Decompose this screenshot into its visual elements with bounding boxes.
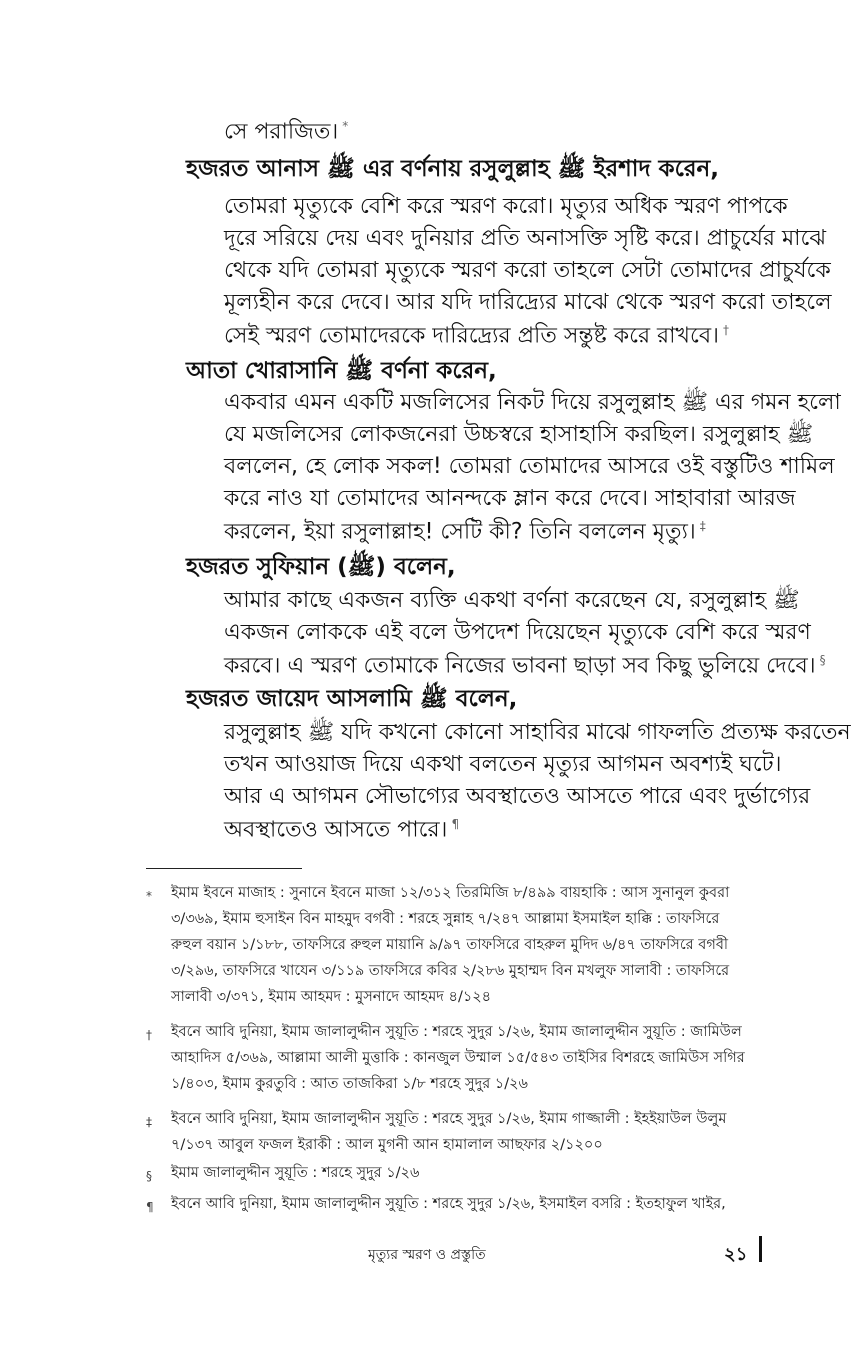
footnote-line: রুহুল বয়ান ১/১৮৮, তাফসিরে রুহুল মায়ানি ৯/৯৭ তাফসিরে বাহরুল মুদিদ ৬/৪৭ তাফসিরে বগবী	[171, 937, 729, 953]
footnote-line: আহাদিস ৫/৩৬৯, আল্লামা আলী মুত্তাকি : কানজুল উম্মাল ১৫/৫৪৩ তাইসির বিশরহে জামিউস সগির	[171, 1050, 745, 1066]
footnote-marker: ¶	[146, 1200, 154, 1214]
text-line-content: সে পরাজিত।	[224, 119, 339, 145]
footnote-line: ১/৪০৩, ইমাম কুরতুবি : আত তাজকিরা ১/৮ শরহে সুদুর ১/২৬	[171, 1076, 528, 1092]
page-number-bar	[759, 1236, 762, 1262]
footnote-line: ইবনে আবি দুনিয়া, ইমাম জালালুদ্দীন সুয়ূতি : শরহে সুদুর ১/২৬, ইমাম গাজ্জালী : ইহইয়াউল উলুম	[171, 1111, 727, 1127]
text-line-content: সেই স্মরণ তোমাদেরকে দারিদ্র্যের প্রতি সন্তুষ্ট করে রাখবে।	[224, 323, 719, 349]
narration-heading: হজরত আনাস ﷺ এর বর্ণনায় রসুলুল্লাহ ﷺ ইরশাদ করেন,	[186, 156, 719, 182]
narration-heading: হজরত জায়েদ আসলামি ﷺ বলেন,	[186, 686, 518, 712]
text-line: একজন লোককে এই বলে উপদেশ দিয়েছেন মৃত্যুকে বেশি করে স্মরণ	[224, 620, 811, 645]
text-line	[224, 520, 706, 543]
text-line: আর এ আগমন সৌভাগ্যের অবস্থাতেও আসতে পারে এবং দুর্ভাগ্যের	[224, 784, 811, 809]
footnote-marker: †	[146, 1028, 152, 1042]
narration-heading: হজরত সুফিয়ান (ﷺ) বলেন,	[186, 554, 456, 580]
footnote-marker: §	[146, 1169, 152, 1183]
text-line: বললেন, হে লোক সকল! তোমরা তোমাদের আসরে ওই বস্তুটিও শামিল	[224, 454, 835, 479]
text-line: দূরে সরিয়ে দেয় এবং দুনিয়ার প্রতি অনাসক্তি সৃষ্টি করে। প্রাচুর্যের মাঝে	[224, 226, 827, 251]
page-number: ২১	[724, 1244, 748, 1265]
footnote-marker: *	[146, 889, 152, 903]
footnote-line: ইমাম ইবনে মাজাহ : সুনানে ইবনে মাজা ১২/৩১২ তিরমিজি ৮/৪৯৯ বায়হাকি : আস সুনানুল কুবরা	[171, 885, 730, 901]
footnote-line: ৩/২৯৬, তাফসিরে খাযেন ৩/১১৯ তাফসিরে কবির ২/২৮৬ মুহাম্মদ বিন মখলুফ সালাবী : তাফসিরে	[171, 963, 730, 979]
footnote-line: ইবনে আবি দুনিয়া, ইমাম জালালুদ্দীন সুয়ূতি : শরহে সুদুর ১/২৬, ইমাম জালালুদ্দীন সুয়ূতি : জামিউল	[171, 1024, 742, 1040]
text-line: আমার কাছে একজন ব্যক্তি একথা বর্ণনা করেছেন যে, রসুলুল্লাহ ﷺ	[224, 588, 800, 613]
narration-heading: আতা খোরাসানি ﷺ বর্ণনা করেন,	[186, 358, 497, 384]
text-line: যে মজলিসের লোকজনেরা উচ্চস্বরে হাসাহাসি করছিল। রসুলুল্লাহ ﷺ	[224, 422, 814, 447]
footnote-marker: *	[342, 119, 349, 133]
footnote-line: ইমাম জালালুদ্দীন সুয়ূতি : শরহে সুদুর ১/২৬	[171, 1165, 420, 1181]
text-line	[224, 324, 729, 347]
text-line-content: অবস্থাতেও আসতে পারে।	[224, 817, 448, 843]
footnote-marker: ‡	[146, 1115, 152, 1129]
text-line-content: করবে। এ স্মরণ তোমাকে নিজের ভাবনা ছাড়া সব কিছু ভুলিয়ে দেবে।	[224, 653, 816, 679]
text-line: একবার এমন একটি মজলিসের নিকট দিয়ে রসুলুল্লাহ ﷺ এর গমন হলো	[224, 390, 841, 415]
footnote-line: সালাবী ৩/৩৭১, ইমাম আহমদ : মুসনাদে আহমদ ৪/১২৪	[171, 989, 492, 1005]
footnote-line: ৩/৩৬৯, ইমাম হুসাইন বিন মাহমুদ বগবী : শরহে সুন্নাহ ৭/২৪৭ আল্লামা ইসমাইল হাক্কি : তাফসিরে	[171, 911, 720, 927]
text-line: তখন আওয়াজ দিয়ে একথা বলতেন মৃত্যুর আগমন অবশ্যই ঘটে।	[224, 752, 782, 777]
text-line: থেকে যদি তোমরা মৃত্যুকে স্মরণ করো তাহলে সেটা তোমাদের প্রাচুর্যকে	[224, 258, 831, 283]
footnote-marker: ‡	[699, 519, 706, 533]
running-footer-title: মৃত্যুর স্মরণ ও প্রস্তুতি	[368, 1247, 486, 1263]
footnote-line: ইবনে আবি দুনিয়া, ইমাম জালালুদ্দীন সুয়ূতি : শরহে সুদুর ১/২৬, ইসমাইল বসরি : ইতহাফুল খাইর,	[171, 1196, 726, 1212]
text-line: তোমরা মৃত্যুকে বেশি করে স্মরণ করো। মৃত্যুর অধিক স্মরণ পাপকে	[224, 194, 788, 219]
text-line	[224, 654, 826, 677]
footnote-marker: ¶	[451, 817, 460, 831]
text-line-content: করলেন, ইয়া রসুলাল্লাহ! সেটি কী? তিনি বললেন মৃত্যু।	[224, 519, 696, 545]
text-line: করে নাও যা তোমাদের আনন্দকে ম্লান করে দেবে। সাহাবারা আরজ	[224, 486, 796, 511]
text-line: মূল্যহীন করে দেবে। আর যদি দারিদ্র্যের মাঝে থেকে স্মরণ করো তাহলে	[224, 290, 832, 315]
text-line: রসুলুল্লাহ ﷺ যদি কখনো কোনো সাহাবির মাঝে গাফলতি প্রত্যক্ষ করতেন	[224, 720, 851, 745]
footnote-marker: †	[722, 323, 729, 337]
footnote-marker: §	[819, 653, 826, 667]
footnote-separator	[146, 868, 302, 869]
text-line	[224, 818, 459, 841]
footnote-line: ৭/১৩৭ আবুল ফজল ইরাকী : আল মুগনী আন হামালাল আছফার ২/১২০০	[171, 1137, 603, 1153]
text-line	[224, 120, 348, 143]
